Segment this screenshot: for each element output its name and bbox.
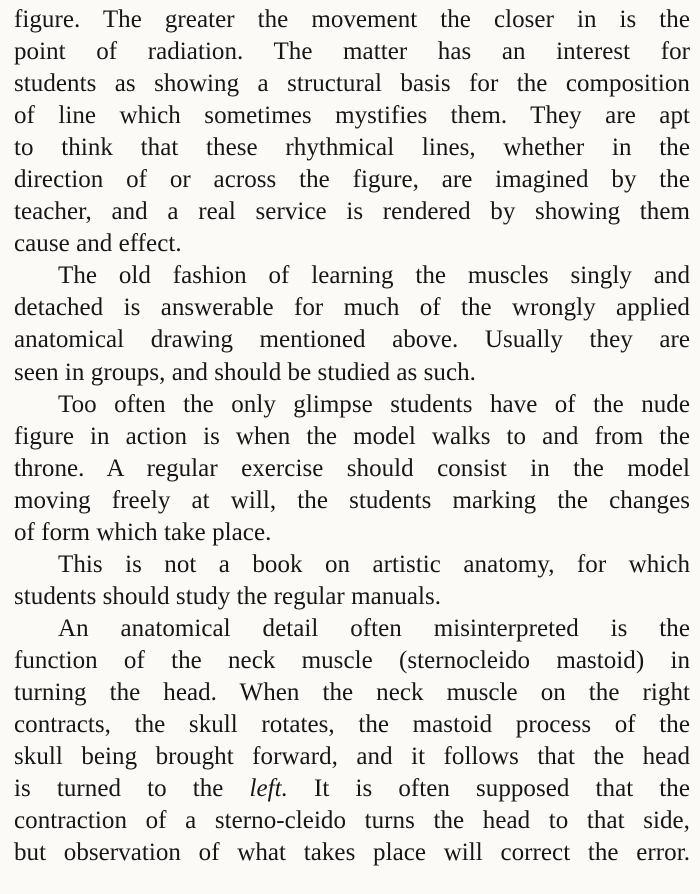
text-line: figure in action is when the model walks to and from the: [14, 422, 690, 450]
text-line: Too often the only glimpse students have of the nude: [58, 390, 690, 418]
text-line: to think that these rhythmical lines, whether in the: [14, 134, 690, 162]
text-line: turning the head. When the neck muscle on the right: [14, 678, 690, 706]
text-line: An anatomical detail often misinterpreted is the: [58, 614, 690, 642]
text-line: anatomical drawing mentioned above. Usually they are: [14, 326, 690, 354]
text-line: students as showing a structural basis for the composition: [14, 70, 690, 98]
text-line: The old fashion of learning the muscles singly and: [58, 262, 690, 290]
text-line: contraction of a sterno-cleido turns the head to that side,: [14, 807, 690, 835]
text-line: students should study the regular manuals.: [14, 582, 442, 610]
text-segment: It is often supposed that the: [287, 775, 690, 803]
text-line: seen in groups, and should be studied as such.: [14, 358, 476, 386]
text-line: figure. The greater the movement the closer in is the: [14, 6, 690, 33]
text-segment: is turned to the: [14, 775, 250, 803]
text-line: skull being brought forward, and it follows that the head: [14, 743, 690, 771]
text-line: detached is answerable for much of the wrongly applied: [14, 294, 690, 322]
text-line: point of radiation. The matter has an interest for: [14, 38, 690, 66]
text-line: contracts, the skull rotates, the mastoid process of the: [14, 711, 690, 739]
text-line: moving freely at will, the students marking the changes: [14, 486, 690, 514]
text-line: [14, 773, 690, 805]
text-line: throne. A regular exercise should consist in the model: [14, 454, 690, 482]
text-line: direction of or across the figure, are imagined by the: [14, 166, 690, 194]
text-line: teacher, and a real service is rendered by showing them: [14, 198, 690, 226]
text-line: This is not a book on artistic anatomy, for which: [58, 550, 690, 578]
text-line: but observation of what takes place will correct the error.: [14, 839, 690, 867]
text-line: of form which take place.: [14, 518, 272, 546]
text-line: cause and effect.: [14, 230, 182, 258]
italic-word: left.: [249, 775, 288, 803]
text-line: function of the neck muscle (sternocleido mastoid) in: [14, 646, 690, 674]
text-line: of line which sometimes mystifies them. They are apt: [14, 102, 690, 130]
